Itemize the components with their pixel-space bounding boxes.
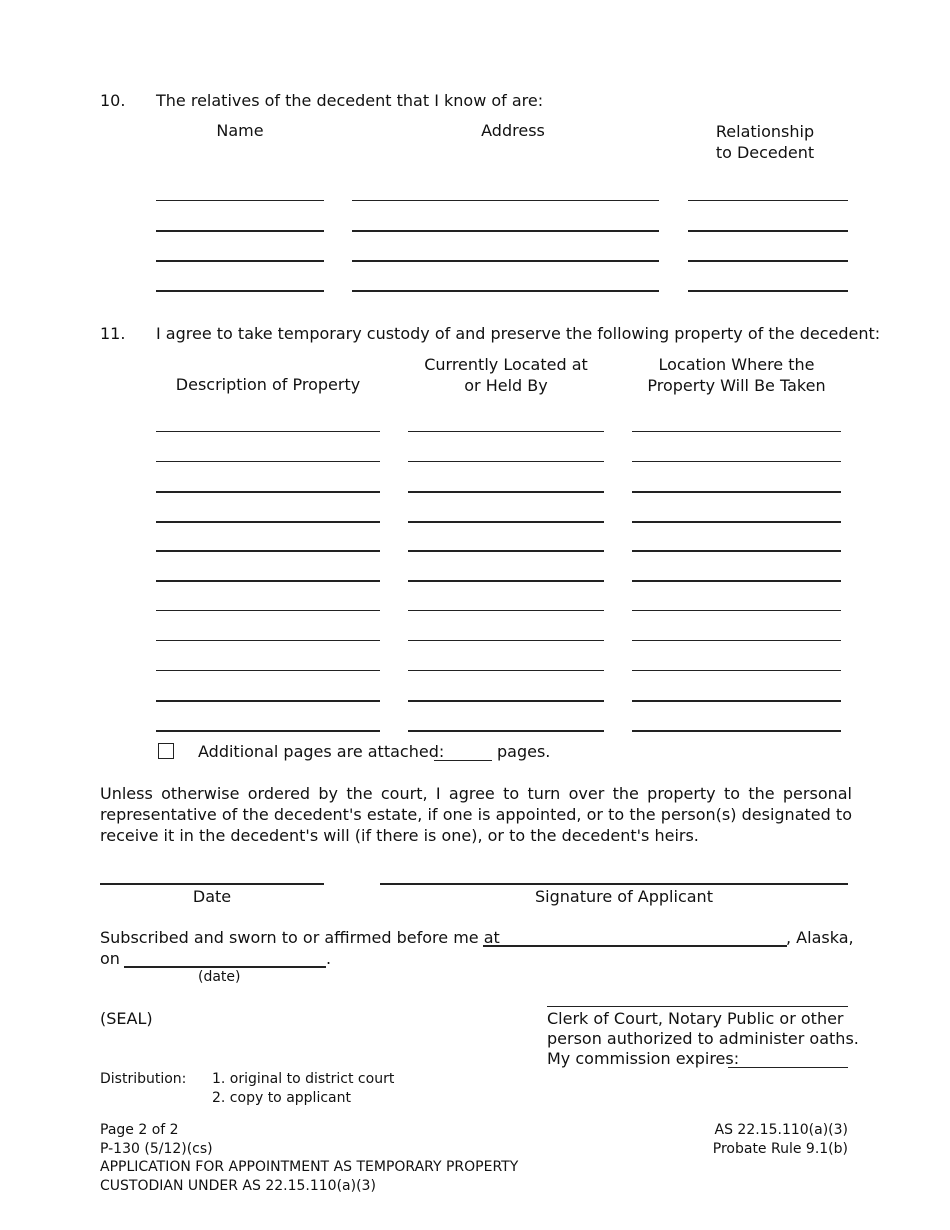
sworn-on: on [100,949,120,968]
relative-relationship-field[interactable] [688,290,848,292]
property-description-field[interactable] [156,640,380,641]
relative-name-field[interactable] [156,230,324,232]
property-destination-field[interactable] [632,521,841,523]
property-located-field[interactable] [408,431,604,432]
property-located-field[interactable] [408,550,604,552]
property-located-field[interactable] [408,700,604,702]
footer-title-line1: APPLICATION FOR APPOINTMENT AS TEMPORARY PROPERTY [100,1159,519,1175]
additional-pages-suffix: pages. [497,742,551,761]
col-header-address: Address [481,121,545,140]
property-description-field[interactable] [156,431,380,432]
sworn-date-label: (date) [198,969,241,985]
col-header-located-line1: Currently Located at [424,355,588,374]
commission-expires-label: My commission expires: [547,1049,740,1068]
applicant-signature-label: Signature of Applicant [535,887,713,906]
relative-address-field[interactable] [352,230,659,232]
property-located-field[interactable] [408,640,604,641]
property-located-field[interactable] [408,610,604,611]
sworn-date-field[interactable] [124,966,326,968]
property-located-field[interactable] [408,521,604,523]
applicant-signature-line[interactable] [380,883,848,885]
property-destination-field[interactable] [632,491,841,493]
section-11-number: 11. [100,324,126,343]
distribution-item-2: 2. copy to applicant [212,1090,351,1106]
col-header-relationship-line1: Relationship [715,122,815,141]
property-destination-field[interactable] [632,730,841,732]
relative-relationship-field[interactable] [688,260,848,262]
relative-address-field[interactable] [352,260,659,262]
col-header-relationship [690,121,840,163]
relative-address-field[interactable] [352,200,659,201]
clerk-signature-line[interactable] [547,1006,848,1007]
seal-label: (SEAL) [100,1009,153,1028]
sworn-period: . [326,949,332,968]
clerk-line-2: person authorized to administer oaths. [547,1029,859,1048]
date-label: Date [192,887,232,906]
footer-form-number: P-130 (5/12)(cs) [100,1141,213,1157]
footer-page-number: Page 2 of 2 [100,1122,179,1138]
col-header-located [408,354,604,396]
property-destination-field[interactable] [632,640,841,641]
relative-name-field[interactable] [156,290,324,292]
additional-pages-checkbox[interactable] [158,743,174,759]
property-description-field[interactable] [156,700,380,702]
sworn-alaska: , Alaska, [786,928,854,947]
col-header-destination-line1: Location Where the [658,355,815,374]
property-description-field[interactable] [156,730,380,732]
property-description-field[interactable] [156,491,380,493]
property-destination-field[interactable] [632,610,841,611]
relative-name-field[interactable] [156,200,324,201]
property-description-field[interactable] [156,670,380,671]
property-description-field[interactable] [156,461,380,462]
property-description-field[interactable] [156,550,380,552]
property-located-field[interactable] [408,580,604,582]
relative-relationship-field[interactable] [688,200,848,201]
turnover-paragraph: Unless otherwise ordered by the court, I agree to turn over the property to the personal representative of the decedent's estate, if one is appointed, or to the person(s) designated to receive it in the decedent's will (if there is one), or to the decedent's heirs. [100,784,852,845]
sworn-location-field[interactable] [483,945,787,947]
footer-rule: Probate Rule 9.1(b) [712,1141,848,1157]
footer-statute: AS 22.15.110(a)(3) [714,1122,848,1138]
col-header-name: Name [216,121,264,140]
col-header-destination [632,354,841,396]
distribution-label: Distribution: [100,1071,187,1087]
section-10-number: 10. [100,91,126,110]
sworn-text: Subscribed and sworn to or affirmed before me at [100,928,500,947]
property-located-field[interactable] [408,461,604,462]
property-located-field[interactable] [408,730,604,732]
property-description-field[interactable] [156,610,380,611]
section-10-text: The relatives of the decedent that I know of are: [156,91,544,110]
date-signature-line[interactable] [100,883,324,885]
property-description-field[interactable] [156,580,380,582]
col-header-located-line2: or Held By [464,376,548,395]
col-header-description: Description of Property [175,375,361,394]
section-11-text: I agree to take temporary custody of and preserve the following property of the decedent: [156,324,881,343]
property-destination-field[interactable] [632,700,841,702]
property-located-field[interactable] [408,491,604,493]
property-destination-field[interactable] [632,670,841,671]
additional-pages-label: Additional pages are attached: [198,742,445,761]
relative-name-field[interactable] [156,260,324,262]
col-header-destination-line2: Property Will Be Taken [647,376,826,395]
property-located-field[interactable] [408,670,604,671]
footer-title-line2: CUSTODIAN UNDER AS 22.15.110(a)(3) [100,1178,376,1194]
additional-pages-count-field[interactable] [434,760,492,761]
clerk-line-1: Clerk of Court, Notary Public or other [547,1009,844,1028]
property-destination-field[interactable] [632,580,841,582]
distribution-item-1: 1. original to district court [212,1071,395,1087]
relative-relationship-field[interactable] [688,230,848,232]
property-destination-field[interactable] [632,431,841,432]
col-header-relationship-line2: to Decedent [715,143,815,162]
property-destination-field[interactable] [632,550,841,552]
relative-address-field[interactable] [352,290,659,292]
property-description-field[interactable] [156,521,380,523]
commission-expires-field[interactable] [728,1067,848,1068]
property-destination-field[interactable] [632,461,841,462]
